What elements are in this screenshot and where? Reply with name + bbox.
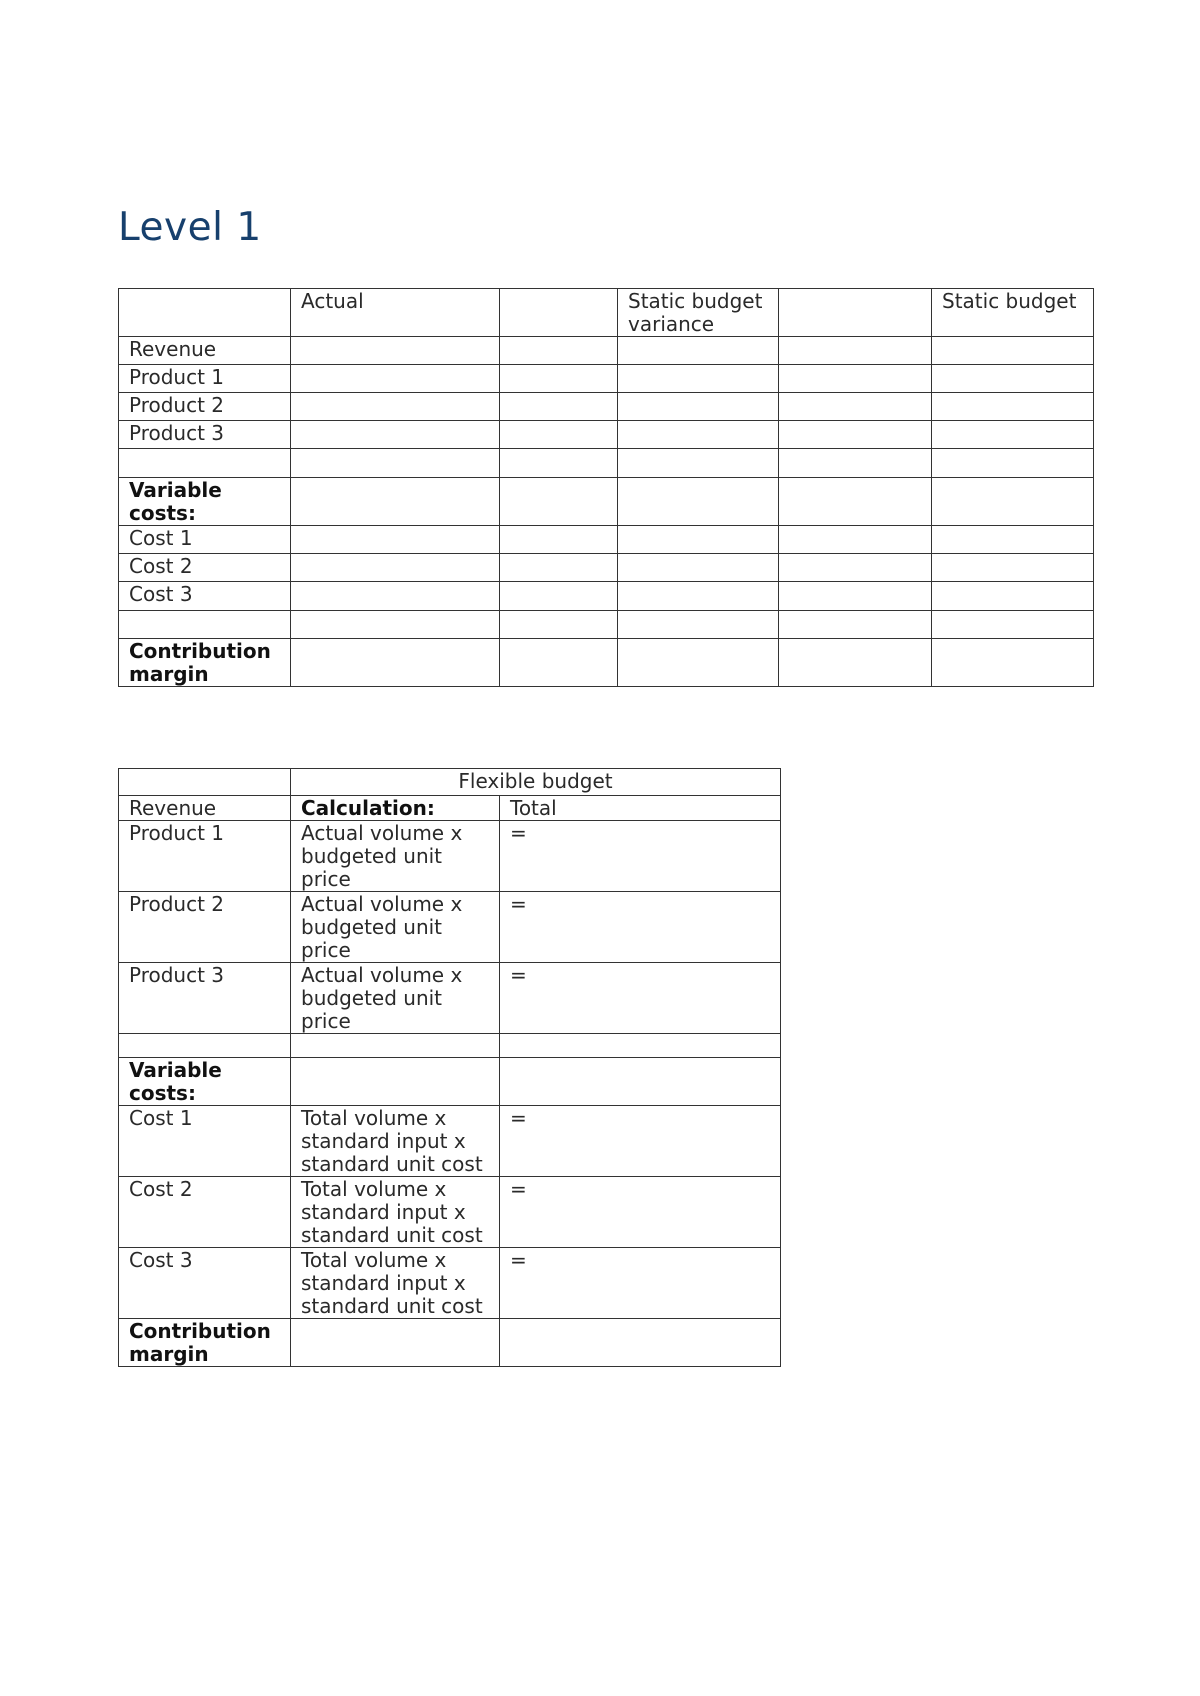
value-cell <box>618 639 779 687</box>
header-cell: Static budget variance <box>618 289 779 337</box>
row-label <box>119 611 291 639</box>
table-row <box>119 526 1094 554</box>
calculation-cell <box>291 1058 500 1106</box>
value-cell <box>618 582 779 611</box>
header-cell <box>119 289 291 337</box>
table-row <box>119 1319 781 1367</box>
total-cell <box>500 1319 781 1367</box>
calculation-cell: Total volume x standard input x standard unit cost <box>291 1177 500 1248</box>
value-cell <box>779 393 932 421</box>
static-budget-table <box>118 288 1094 687</box>
total-cell: = <box>500 963 781 1034</box>
value-cell <box>618 611 779 639</box>
value-cell <box>291 554 500 582</box>
row-label: Contribution margin <box>119 1319 291 1367</box>
value-cell <box>291 365 500 393</box>
column-header-row <box>119 796 781 821</box>
flexible-budget-header: Flexible budget <box>291 769 781 796</box>
calculation-header: Calculation: <box>291 796 500 821</box>
value-cell <box>932 554 1094 582</box>
table-row <box>119 1177 781 1248</box>
table-row <box>119 639 1094 687</box>
table-row <box>119 554 1094 582</box>
value-cell <box>291 449 500 478</box>
value-cell <box>291 526 500 554</box>
row-label: Cost 1 <box>119 1106 291 1177</box>
value-cell <box>618 478 779 526</box>
value-cell <box>932 478 1094 526</box>
total-cell: = <box>500 892 781 963</box>
row-label: Contribution margin <box>119 639 291 687</box>
row-label: Cost 2 <box>119 554 291 582</box>
value-cell <box>932 639 1094 687</box>
calculation-cell: Total volume x standard input x standard unit cost <box>291 1106 500 1177</box>
page-heading: Level 1 <box>118 205 262 250</box>
value-cell <box>932 421 1094 449</box>
calculation-cell: Total volume x standard input x standard unit cost <box>291 1248 500 1319</box>
row-label: Cost 3 <box>119 582 291 611</box>
value-cell <box>932 526 1094 554</box>
row-label: Revenue <box>119 796 291 821</box>
table-row <box>119 821 781 892</box>
value-cell <box>779 526 932 554</box>
value-cell <box>500 337 618 365</box>
value-cell <box>500 365 618 393</box>
row-label: Cost 3 <box>119 1248 291 1319</box>
value-cell <box>618 526 779 554</box>
total-cell: = <box>500 821 781 892</box>
value-cell <box>779 611 932 639</box>
total-cell: = <box>500 1177 781 1248</box>
table-row <box>119 1248 781 1319</box>
group-header-row <box>119 769 781 796</box>
total-cell <box>500 1034 781 1058</box>
row-label: Cost 2 <box>119 1177 291 1248</box>
table-row <box>119 421 1094 449</box>
table-row <box>119 892 781 963</box>
value-cell <box>291 393 500 421</box>
value-cell <box>291 478 500 526</box>
total-cell: = <box>500 1106 781 1177</box>
header-cell: Static budget <box>932 289 1094 337</box>
header-cell <box>779 289 932 337</box>
value-cell <box>500 611 618 639</box>
table-row <box>119 1034 781 1058</box>
value-cell <box>618 421 779 449</box>
value-cell <box>500 582 618 611</box>
value-cell <box>291 337 500 365</box>
table-row <box>119 1058 781 1106</box>
value-cell <box>618 554 779 582</box>
row-label: Variable costs: <box>119 478 291 526</box>
value-cell <box>291 611 500 639</box>
value-cell <box>618 393 779 421</box>
value-cell <box>932 393 1094 421</box>
value-cell <box>932 611 1094 639</box>
row-label: Product 1 <box>119 821 291 892</box>
row-label: Variable costs: <box>119 1058 291 1106</box>
total-cell <box>500 1058 781 1106</box>
row-label <box>119 1034 291 1058</box>
table-row <box>119 611 1094 639</box>
table-row <box>119 393 1094 421</box>
header-cell <box>500 289 618 337</box>
table-row <box>119 365 1094 393</box>
value-cell <box>932 582 1094 611</box>
value-cell <box>779 421 932 449</box>
value-cell <box>500 554 618 582</box>
calculation-cell <box>291 1034 500 1058</box>
row-label: Product 2 <box>119 393 291 421</box>
value-cell <box>779 449 932 478</box>
row-label: Product 2 <box>119 892 291 963</box>
row-label: Product 1 <box>119 365 291 393</box>
value-cell <box>618 449 779 478</box>
value-cell <box>500 526 618 554</box>
table-row <box>119 478 1094 526</box>
header-cell: Actual <box>291 289 500 337</box>
value-cell <box>291 421 500 449</box>
table-row <box>119 337 1094 365</box>
flexible-budget-table <box>118 768 781 1367</box>
value-cell <box>291 639 500 687</box>
row-label: Cost 1 <box>119 526 291 554</box>
calculation-cell <box>291 1319 500 1367</box>
calculation-cell: Actual volume x budgeted unit price <box>291 821 500 892</box>
value-cell <box>500 639 618 687</box>
value-cell <box>618 337 779 365</box>
value-cell <box>779 582 932 611</box>
value-cell <box>932 337 1094 365</box>
value-cell <box>500 449 618 478</box>
value-cell <box>932 365 1094 393</box>
value-cell <box>500 393 618 421</box>
value-cell <box>500 421 618 449</box>
total-header: Total <box>500 796 781 821</box>
value-cell <box>932 449 1094 478</box>
value-cell <box>779 337 932 365</box>
row-label: Product 3 <box>119 421 291 449</box>
value-cell <box>291 582 500 611</box>
table-row <box>119 449 1094 478</box>
header-cell <box>119 769 291 796</box>
value-cell <box>779 639 932 687</box>
table-header-row <box>119 289 1094 337</box>
row-label <box>119 449 291 478</box>
calculation-cell: Actual volume x budgeted unit price <box>291 963 500 1034</box>
calculation-cell: Actual volume x budgeted unit price <box>291 892 500 963</box>
table-row <box>119 963 781 1034</box>
table-row <box>119 1106 781 1177</box>
value-cell <box>779 478 932 526</box>
row-label: Product 3 <box>119 963 291 1034</box>
value-cell <box>618 365 779 393</box>
total-cell: = <box>500 1248 781 1319</box>
value-cell <box>500 478 618 526</box>
value-cell <box>779 365 932 393</box>
value-cell <box>779 554 932 582</box>
row-label: Revenue <box>119 337 291 365</box>
table-row <box>119 582 1094 611</box>
